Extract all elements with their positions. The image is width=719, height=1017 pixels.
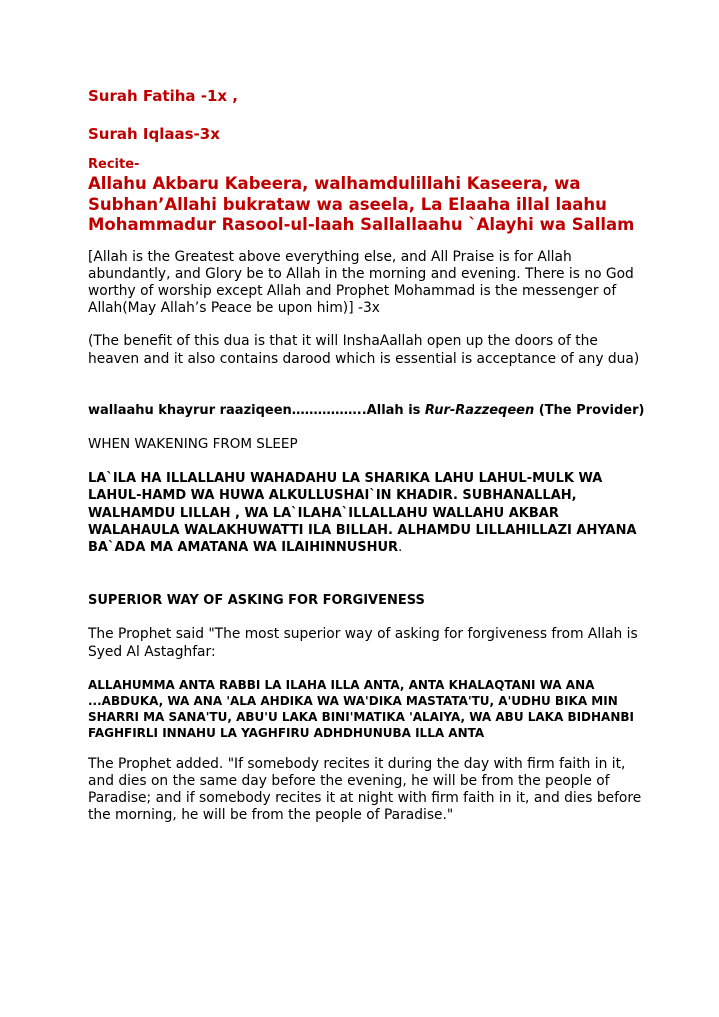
provider-text-start: wallaahu khayrur raaziqeen……………..Allah is [88, 402, 425, 418]
prophet-said-line1: The Prophet said "The most superior way of asking for forgiveness from Allah is [88, 626, 638, 643]
dua-translation: [Allah is the Greatest above everything else, and All Praise is for Allah abundantly, and Glory be to Allah in the morning and evening. There is no God worthy of worship except Allah and Prophet Mohammad is the messenger of Allah(May Allah’s Peace be upon him)] -3x [88, 248, 634, 317]
takbir-dua: Allahu Akbaru Kabeera, walhamdulillahi Kaseera, wa Subhan’Allahi bukrataw wa aseela, La Elaaha illal laahu Mohammadur Rasool-ul-laah Sallallaahu `Alayhi wa Sallam [88, 174, 635, 234]
prophet-said-paragraph [88, 626, 648, 660]
waking-heading: WHEN WAKENING FROM SLEEP [88, 435, 298, 452]
provider-italic-name: Rur-Razzeqeen [424, 402, 535, 418]
surah-fatiha-heading: Surah Fatiha -1x , [88, 87, 238, 105]
provider-text-end: (The Provider) [534, 402, 645, 418]
dua-benefit-note: (The benefit of this dua is that it will InshaAallah open up the doors of the heaven and it also contains darood which is essential is acceptance of any dua) [88, 333, 640, 367]
prophet-said-line2: Syed Al Astaghfar: [88, 643, 216, 660]
waking-dua-end: . [398, 539, 403, 555]
sayyid-istighfar-dua: ALLAHUMMA ANTA RABBI LA ILAHA ILLA ANTA, ANTA KHALAQTANI WA ANA ...ABDUKA, WA ANA 'ALA AHDIKA WA WA'DIKA MASTATA'TU, A'UDHU BIKA MIN SHARRI MA SANA'TU, ABU'U LAKA BINI'MATIKA 'ALAIYA, WA ABU LAKA BIDHANBI FAGHFIRLI INNAHU LA YAGHFIRU ADHDHUNUBA ILLA ANTA [88, 677, 634, 741]
surah-iqlaas-heading: Surah Iqlaas-3x [88, 125, 220, 143]
prophet-added-paragraph: The Prophet added. "If somebody recites it during the day with firm faith in it, and dies on the same day before the evening, he will be from the people of Paradise; and if somebody recites it at night with firm faith in it, and dies before the morning, he will be from the people of Paradise." [88, 755, 642, 824]
waking-dua [88, 470, 648, 556]
waking-dua-text: LA`ILA HA ILLALLAHU WAHADAHU LA SHARIKA LAHU LAHUL-MULK WA LAHUL-HAMD WA HUWA ALKULLUSHAI`IN KHADIR. SUBHANALLAH, WALHAMDU LILLAH , WA LA`ILAHA`ILLALLAHU WALLAHU AKBAR WALAHAULA WALAKHUWATTI ILA BILLAH. ALHAMDU LILLAHILLAZI AHYANA BA`ADA MA AMATANA WA ILAIHINNUSHUR [88, 471, 637, 555]
recite-label: Recite- [88, 157, 140, 172]
document-content [88, 86, 648, 824]
provider-line [88, 402, 648, 419]
forgiveness-heading: SUPERIOR WAY OF ASKING FOR FORGIVENESS [88, 593, 425, 609]
